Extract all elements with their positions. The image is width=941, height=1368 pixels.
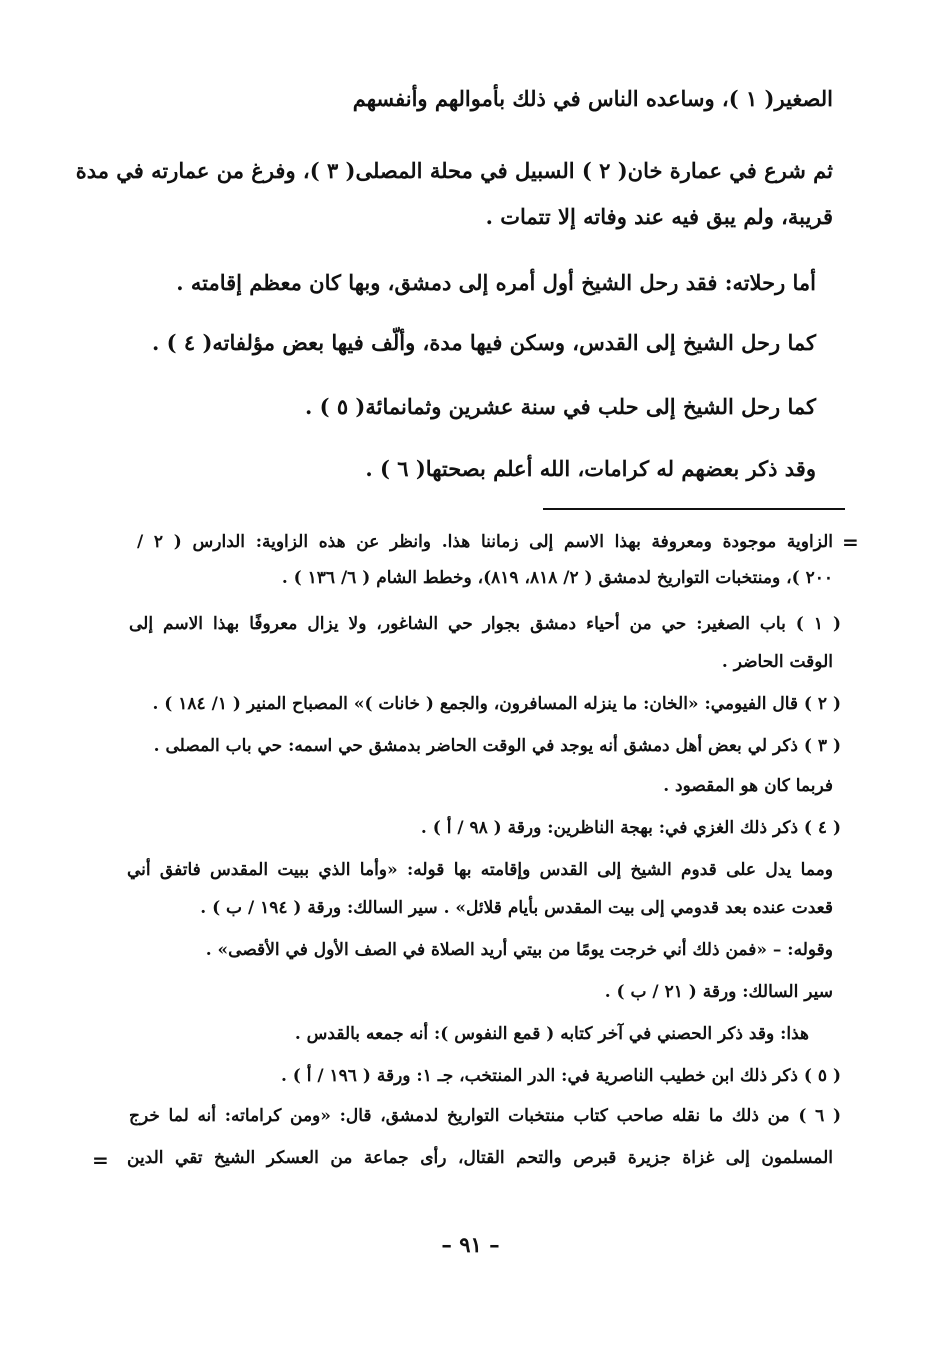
footnote-line: وقوله: – «فمن ذلك أني خرجت يومًا من بيتي أريد الصلاة في الصف الأول في الأقصى» . <box>205 940 833 960</box>
body-line-3: قريبة، ولم يبق فيه عند وفاته إلا تتمات . <box>485 204 833 229</box>
body-line-6: كما رحل الشيخ إلى حلب في سنة عشرين وثمانمائة( ٥ ) . <box>304 394 816 419</box>
footnote-line: ( ٦ ) من ذلك ما نقله صاحب كتاب منتخبات التواريخ لدمشق، قال: «ومن كراماته: أنه لما خرج <box>129 1106 841 1126</box>
footnote-line: ( ٥ ) ذكر ذلك ابن خطيب الناصرية في: الدر المنتخب، جـ ١: ورقة ( ١٩٦ / أ ) . <box>280 1066 841 1086</box>
footnote-line: ٢٠٠ )، ومنتخبات التواريخ لدمشق ( ٢/ ٨١٨، ٨١٩)، وخطط الشام ( ٦/ ١٣٦ ) . <box>281 568 833 588</box>
footnote-line: سير السالك: ورقة ( ٢١ / ب ) . <box>604 982 833 1002</box>
footnote-line: ومما يدل على قدوم الشيخ إلى القدس وإقامته بها قوله: «وأما الذي ببيت المقدس فاتفق أني <box>127 860 833 880</box>
footnote-line: المسلمون إلى غزاة جزيرة قبرص والتحم القتال، رأى جماعة من العسكر الشيخ تقي الدين <box>127 1148 833 1168</box>
continuation-mark-bottom: = <box>92 1148 109 1172</box>
footnote-line: ( ١ ) باب الصغير: حي من أحياء دمشق بجوار حي الشاغور، ولا يزال معروفًا بهذا الاسم إلى <box>129 614 841 634</box>
footnote-separator <box>543 508 845 510</box>
body-line-7: وقد ذكر بعضهم له كرامات، الله أعلم بصحتها( ٦ ) . <box>365 456 816 481</box>
footnote-line: ( ٢ ) قال الفيومي: «الخان: ما ينزله المسافرون، والجمع ( خانات )» المصباح المنير ( ١/ ١٨٤ ) . <box>152 694 841 714</box>
body-line-1: الصغير( ١ )، وساعده الناس في ذلك بأموالهم وأنفسهم <box>352 86 833 111</box>
footnote-line: فربما كان هو المقصود . <box>663 776 833 796</box>
footnote-line: الزاوية موجودة ومعروفة بهذا الاسم إلى زماننا هذا. وانظر عن هذه الزاوية: الدارس ( ٢ / <box>137 532 833 552</box>
body-line-4: أما رحلاته: فقد رحل الشيخ أول أمره إلى دمشق، وبها كان معظم إقامته . <box>176 270 816 295</box>
footnote-line: الوقت الحاضر . <box>721 652 833 672</box>
body-line-5: كما رحل الشيخ إلى القدس، وسكن فيها مدة، وألّف فيها بعض مؤلفاته( ٤ ) . <box>152 330 816 355</box>
footnote-line: ( ٤ ) ذكر ذلك الغزي في: بهجة الناظرين: ورقة ( ٩٨ / أ ) . <box>420 818 841 838</box>
footnote-line: هذا: وقد ذكر الحصني في آخر كتابه ( قمع النفوس ): أنه جمعه بالقدس . <box>294 1024 809 1044</box>
footnote-line: قعدت عنده بعد قدومي إلى بيت المقدس بأيام قلائل» . سير السالك: ورقة ( ١٩٤ / ب ) . <box>200 898 833 918</box>
footnote-line: ( ٣ ) ذكر لي بعض أهل دمشق أنه يوجد في الوقت الحاضر بدمشق حي اسمه: حي باب المصلى . <box>153 736 841 756</box>
continuation-mark-top: = <box>842 530 859 554</box>
page-number: – ٩١ – <box>441 1232 500 1257</box>
body-line-2: ثم شرع في عمارة خان( ٢ ) السبيل في محلة المصلى( ٣ )، وفرغ من عمارته في مدة <box>75 158 833 183</box>
